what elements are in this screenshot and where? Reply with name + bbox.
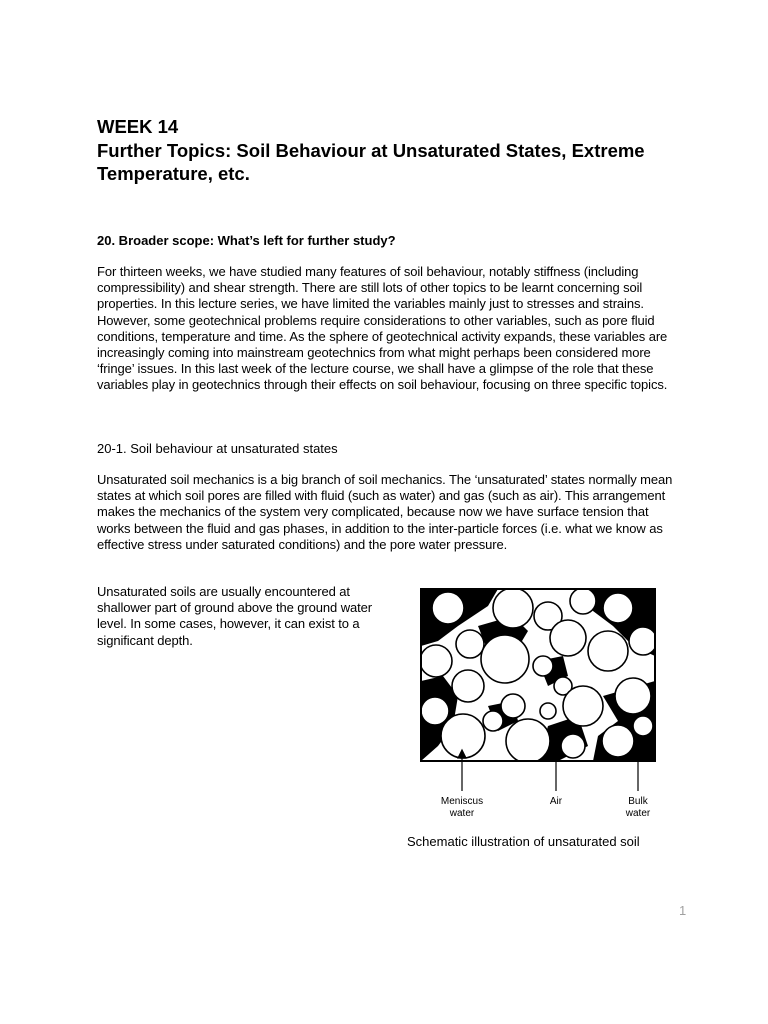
label-meniscus-water: water xyxy=(449,808,475,819)
label-bulk-water: water xyxy=(625,808,651,819)
label-bulk: Bulk xyxy=(628,796,648,807)
figure-caption: Schematic illustration of unsaturated soil xyxy=(407,834,640,849)
label-meniscus: Meniscus xyxy=(440,796,484,807)
unsaturated-paragraph: Unsaturated soil mechanics is a big branch of soil mechanics. The ‘unsaturated’ states normally mean states at which soil pores are filled with fluid (such as water) and gas (such as air). This arrangement makes the mechanics of the system very complicated, because now we have surface tension that works between the fluid and gas phases, in addition to the inter-particle forces (i.e. what we know as effective stress under saturated conditions) and the pore water pressure. xyxy=(97,472,673,552)
unsaturated-soil-diagram xyxy=(418,586,658,822)
shallow-ground-paragraph: Unsaturated soils are usually encountered at shallower part of ground above the ground water level. In some cases, however, it can exist to a significant depth. xyxy=(97,584,372,648)
label-air: Air xyxy=(549,796,563,807)
week-title: WEEK 14 xyxy=(97,116,179,137)
section-heading: 20. Broader scope: What’s left for further study? xyxy=(97,233,396,248)
subsection-heading: 20-1. Soil behaviour at unsaturated states xyxy=(97,441,338,456)
page-subtitle: Further Topics: Soil Behaviour at Unsaturated States, Extreme Temperature, etc. xyxy=(97,140,645,184)
intro-paragraph: For thirteen weeks, we have studied many features of soil behaviour, notably stiffness (including compressibility) and shear strength. There are still lots of other topics to be learnt concerning soil properties. In this lecture series, we have limited the variables mainly just to stresses and strains. However, some geotechnical problems require considerations to other variables, such as pore fluid conditions, temperature and time. As the sphere of geotechnical activity expands, these variables are increasingly coming into mainstream geotechnics from what might perhaps been considered more ‘fringe’ issues. In this last week of the lecture course, we shall have a glimpse of the role that these variables play in geotechnics through their effects on soil behaviour, focusing on three specific topics. xyxy=(97,264,668,393)
page-number: 1 xyxy=(679,903,687,918)
